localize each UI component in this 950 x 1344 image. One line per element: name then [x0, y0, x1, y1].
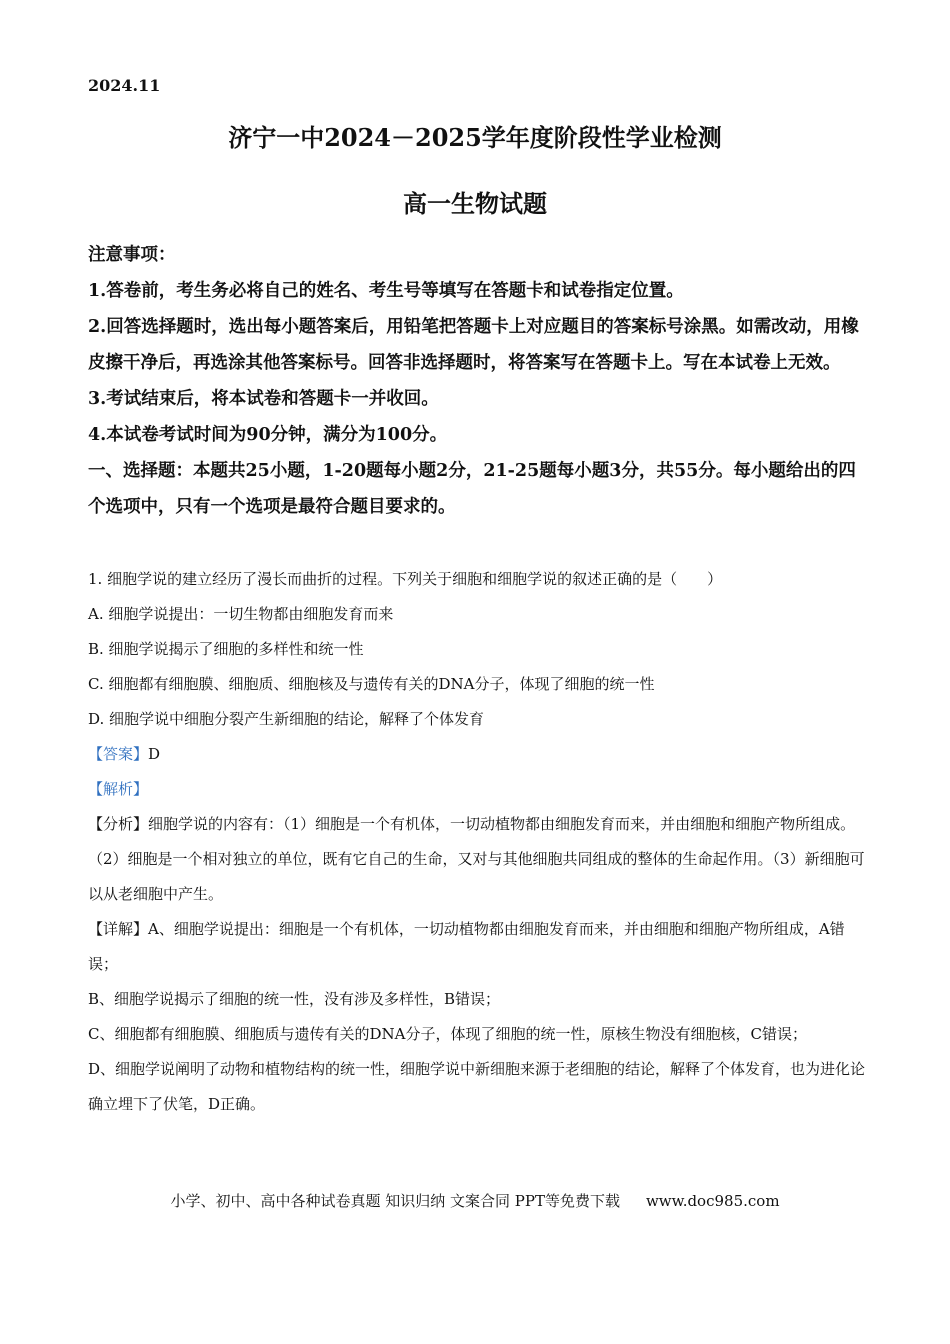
detail-b: B、细胞学说揭示了细胞的统一性，没有涉及多样性，B错误；: [88, 990, 501, 1008]
section-heading: 一、选择题：本题共25小题，1-20题每小题2分，21-25题每小题3分，共55分。每小题给出的四个选项中，只有一个选项是最符合题目要求的。: [88, 461, 856, 517]
option-d: D. 细胞学说中细胞分裂产生新细胞的结论，解释了个体发育: [88, 710, 485, 728]
fenxi-tag: 【分析】: [88, 815, 149, 833]
option-b: B. 细胞学说揭示了细胞的多样性和统一性: [88, 640, 364, 658]
detail-c: C、细胞都有细胞膜、细胞质与遗传有关的DNA分子，体现了细胞的统一性，原核生物没有细胞核，C错误；: [88, 1025, 807, 1043]
notice-item-4: 4.本试卷考试时间为90分钟，满分为100分。: [88, 425, 448, 445]
option-c: C. 细胞都有细胞膜、细胞质、细胞核及与遗传有关的DNA分子，体现了细胞的统一性: [88, 675, 655, 693]
detail-a: [88, 912, 868, 982]
analysis-tag: 【解析】: [88, 780, 149, 798]
fenxi-text: 细胞学说的内容有：（1）细胞是一个有机体，一切动植物都由细胞发育而来，并由细胞和细胞产物所组成。（2）细胞是一个相对独立的单位，既有它自己的生命，又对与其他细胞共同组成的整体的生命起作用。（3）新细胞可以从老细胞中产生。: [88, 815, 865, 903]
footer: [0, 1190, 950, 1211]
exam-title: 济宁一中2024－2025学年度阶段性学业检测: [228, 123, 722, 152]
footer-url[interactable]: www.doc985.com: [645, 1192, 780, 1210]
notice-heading: 注意事项：: [88, 245, 176, 265]
notice-item-3: 3.考试结束后，将本试卷和答题卡一并收回。: [88, 389, 439, 409]
answer-value: D: [148, 745, 161, 763]
notice-item-2: 2.回答选择题时，选出每小题答案后，用铅笔把答题卡上对应题目的答案标号涂黑。如需改动，用橡皮擦干净后，再选涂其他答案标号。回答非选择题时，将答案写在答题卡上。写在本试卷上无效。: [88, 317, 859, 373]
option-a: A. 细胞学说提出：一切生物都由细胞发育而来: [88, 605, 394, 623]
footer-text: 小学、初中、高中各种试卷真题 知识归纳 文案合同 PPT等免费下载: [170, 1192, 620, 1210]
detail-d: D、细胞学说阐明了动物和植物结构的统一性，细胞学说中新细胞来源于老细胞的结论，解释了个体发育，也为进化论确立埋下了伏笔，D正确。: [88, 1060, 866, 1113]
answer-tag: 【答案】: [88, 745, 149, 763]
exam-subtitle: 高一生物试题: [403, 189, 547, 218]
question-1: [88, 562, 868, 1122]
fenxi-paragraph: [88, 807, 868, 912]
date-label: 2024.11: [88, 76, 161, 95]
xiangjie-tag: 【详解】: [88, 920, 149, 938]
notice-section: [88, 237, 868, 525]
answer-line: [88, 737, 868, 772]
question-stem: 1. 细胞学说的建立经历了漫长而曲折的过程。下列关于细胞和细胞学说的叙述正确的是（ ）: [88, 570, 723, 588]
detail-a-text: A、细胞学说提出：细胞是一个有机体，一切动植物都由细胞发育而来，并由细胞和细胞产物所组成，A错误；: [88, 920, 845, 973]
analysis-line: [88, 772, 868, 807]
notice-item-1: 1.答卷前，考生务必将自己的姓名、考生号等填写在答题卡和试卷指定位置。: [88, 281, 684, 301]
